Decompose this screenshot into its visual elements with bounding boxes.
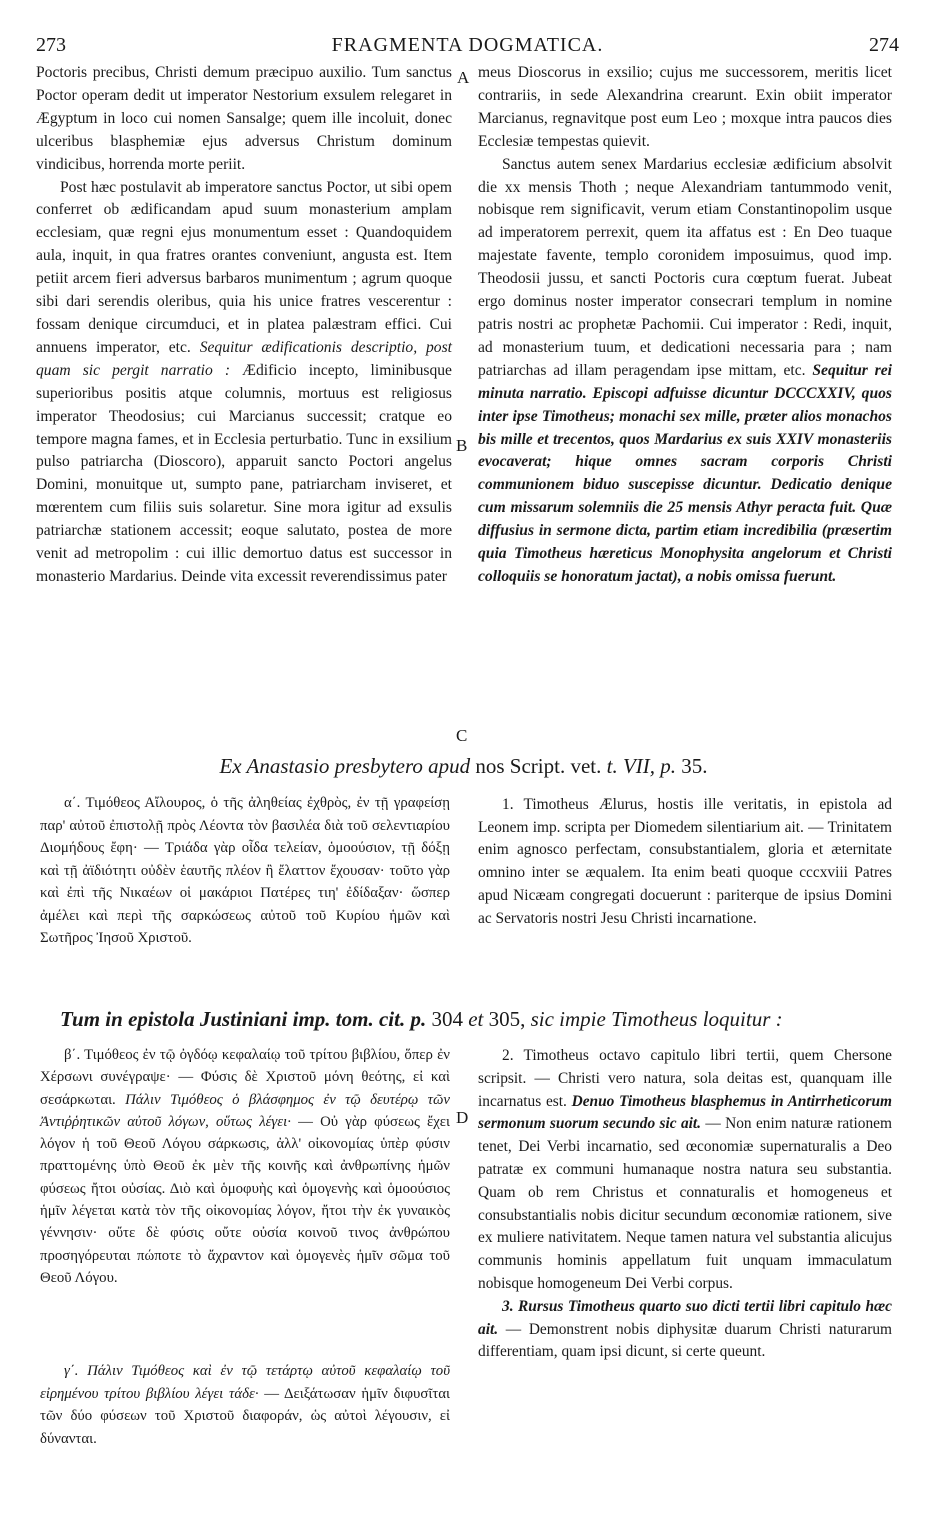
margin-marker-b: B (456, 436, 468, 455)
latin-fragment-2-b: — Non enim naturæ rationem tenet, Dei Verbi incarnatio, sed œconomiæ supernaturalis a Deo patratæ ex communi humanaque nostra natura seu substantia. Quam ob rem Christus et connaturalis et homogeneus et consubstantialis nobis dicitur secundum œconomiæ rationem, sive ex muliere nativitatem. Neque tamen natura vel substantia alicujus communis hominis appellatum fuit unquam immaculatum nobisque homogeneum Dei Verbi corpus. (478, 1115, 892, 1292)
margin-marker-d: D (456, 1108, 469, 1127)
left-paragraph-2-text-a: Post hæc postulavit ab imperatore sanctus Poctor, ut sibi opem conferret ob ædificandam apud suum monasterium amplam ecclesiam, quæ regni ejus monumentum esset : Quandoquidem aula, inquit, in qua fratres orantes conveniunt, angusta est. Item petiit arcem fieri adversus barbaros munimentum ; agrum quoque sibi dari serendis oleribus, quia his unice fratres vescerentur : fossam denique circumduci, et in platea palæstram effici. Cui annuens imperator, etc. (36, 178, 452, 356)
latin-fragment-2-a: 2. Timotheus octavo capitulo libri tertii, quem Chersone scripsit. — Christi vero natura, sola deitas est, quanquam ille incarnatus est. (478, 1047, 892, 1110)
latin-fragment-3-text (478, 1296, 892, 1364)
greek-fragment-2-italic: Πάλιν Τιμόθεος ὁ βλάσφημος ἐν τῷ δευτέρῳ τῶν Ἀντιῤῥητικῶν αὐτοῦ λόγων, οὕτως λέγει· (40, 1091, 450, 1130)
section1-title-italic2: t. VII, p. (606, 754, 677, 778)
greek-fragment-2-a: β΄. Τιμόθεος ἐν τῷ ὀγδόῳ κεφαλαίῳ τοῦ τρίτου βιβλίου, ὅπερ ἐν Χέρσωνι συνέγραψε· — Φύσις δὲ Χριστοῦ μόνη θεότης, εἰ καὶ σεσάρκωται. (40, 1047, 450, 1108)
greek-fragment-2-text (40, 1044, 450, 1289)
section1-title-roman2: 35. (676, 754, 708, 778)
latin-fragment-2 (478, 1045, 892, 1364)
right-paragraph-2 (478, 154, 892, 589)
greek-fragment-2-b: — Οὐ γὰρ φύσεως ἔχει λόγον ἡ τοῦ Θεοῦ Λόγου σάρκωσις, ἀλλ' οἰκονομίας ὑπὲρ φύσιν πραττομένης ὑπὸ Θεοῦ ἐκ μὲν τῆς κοινῆς καὶ ἀνθρωπίνης ἡμῶν φύσεως ἤτοι οὐσίας. Διὸ καὶ ὁμοφυὴς καὶ ὁμογενὴς καὶ ὁμοούσιος ἡμῖν λέγεται κατὰ τὸν τῆς οἰκονομίας λόγον, ἤτοι τὴν ἐκ γυναικὸς γέννησιν· οὔτε δὲ φύσις οὔτε οὐσία κοινοῦ τινος ἀνθρώπου προσηγόρευται πώποτε τὸ ἄχραντον καὶ ὁμογενὲς ἡμῖν σῶμα τοῦ Θεοῦ Λόγου. (40, 1113, 451, 1286)
latin-fragment-2-text (478, 1045, 892, 1296)
running-title: FRAGMENTA DOGMATICA. (331, 34, 604, 56)
page-number-left: 273 (36, 34, 66, 56)
left-column-top (36, 62, 452, 589)
section2-title-italic: Tum in epistola Justiniani imp. tom. cit. p. (60, 1007, 427, 1031)
right-column-top (478, 62, 892, 589)
margin-marker-c: C (456, 726, 468, 745)
latin-fragment-2-italic: Denuo Timotheus blasphemus in Antirrheticorum sermonum suorum secundo sic ait. (478, 1092, 892, 1133)
greek-fragment-1-text: α΄. Τιμόθεος Αἴλουρος, ὁ τῆς ἀληθείας ἐχθρὸς, ἐν τῇ γραφείσῃ παρ' αὐτοῦ ἐπιστολῇ πρὸς Λέοντα τὸν βασιλέα διὰ τοῦ σελεντιαρίου Διομήδους ἔφη· — Τριάδα γὰρ οἶδα τελείαν, ὁμοούσιον, τῇ δόξῃ καὶ τῇ ἀϊδιότητι οὐδὲν ἑαυτῆς πλέον ἢ ἔλαττον ἔχουσαν· τοῦτο γὰρ καὶ ἐπὶ τῆς Νικαέων οἱ μακάριοι Πατέρες τιη' ἐδίδαξαν· ὥσπερ ἀμέλει καὶ περὶ τῆς σαρκώσεως αὐτοῦ τοῦ Κυρίου ἡμῶν καὶ Σωτῆρος Ἰησοῦ Χριστοῦ. (40, 795, 450, 946)
greek-fragment-2 (40, 1044, 450, 1289)
left-paragraph-1: Poctoris precibus, Christi demum præcipuo auxilio. Tum sanctus Poctor operam dedit ut imperator Nestorium exsulem relegaret in Ægyptum in loco cui nomen Sansalge; quem ille incoluit, donec ulceribus blasphemiæ ejus adversus Christum dominum vindicibus, horrenda morte periit. (36, 64, 452, 173)
left-paragraph-2 (36, 177, 452, 589)
greek-fragment-3-text (40, 1360, 450, 1450)
greek-fragment-3-italic: γ΄. Πάλιν Τιμόθεος καὶ ἐν τῷ τετάρτῳ αὐτοῦ κεφαλαίῳ τοῦ εἰρημένου τρίτου βιβλίου λέγει τάδε· (40, 1363, 450, 1402)
right-paragraph-2-text: Sanctus autem senex Mardarius ecclesiæ ædificium absolvit die xx mensis Thoth ; neque Alexandriam tantummodo venit, nobisque rem significavit, verum etiam Constantinopolim usque ad imperatorem perrexit, quem ita affatus est : En Deo tuaque majestate favente, templo coronidem imposuimus, quod imp. Theodosii jussu, et sancti Poctoris cura cœptum fuerat. Jubeat ergo dominus noster imperator consecrari templum in nomine patris nostri ac prophetæ Pachomii. Cui imperator : Redi, inquit, ad monasterium tuum, et dedicationi necessaria para ; nam patriarchas ad illam peragendam ipse mittam, etc. (478, 155, 892, 379)
section2-title-italic3: sic impie Timotheus loquitur : (530, 1007, 783, 1031)
section2-title-italic2: et (468, 1007, 484, 1031)
right-paragraph-1: meus Dioscorus in exsilio; cujus me successorem, meritis licet contrariis, in sede Alexandrina crearunt. Exin obiit imperator Marcianus, regnavitque post eum Leo ; moxque intra paucos dies Ecclesiæ tempestas quievit. (478, 64, 892, 150)
margin-marker-a: A (457, 68, 470, 87)
greek-fragment-3 (40, 1360, 450, 1450)
section2-title-roman: 304 (426, 1007, 469, 1031)
right-paragraph-2-italic: Sequitur rei minuta narratio. Episcopi adfuisse dicuntur DCCCXXIV, quos inter ipse Timotheus; monachi sex mille, præter alios monachos bis mille et trecentos, quos Mardarius ex suis XXIV monasteriis evocaverat; hique omnes sacram corporis Christi communionem biduo suscepisse dicuntur. Dedicatio denique cum missarum solemniis die 25 mensis Athyr peracta fuit. Quæ diffusius in sermone dicta, partim etiam incredibilia (præsertim quia Timotheus hæreticus Monophysita angelorum et Christi colloquiis se honoratum jactat), a nobis omissa fuerunt. (478, 361, 892, 585)
latin-fragment-1 (478, 794, 892, 930)
latin-fragment-1-text: 1. Timotheus Ælurus, hostis ille veritatis, in epistola ad Leonem imp. scripta per Diomedem silentiarium ait. — Trinitatem enim agnosco perfectam, consubstantialem, gloria et æternitate omnino inter se æqualem. Ita enim beati quoque cccxviii Patres apud Nicæam congregati docuerunt : pariterque de ipsius Domini ac Servatoris nostri Jesu Christi incarnatione. (478, 796, 892, 927)
greek-fragment-1 (40, 792, 450, 950)
section2-title-roman2: 305, (483, 1007, 531, 1031)
section1-title-italic: Ex Anastasio presbytero apud (219, 754, 471, 778)
running-header (36, 34, 899, 58)
left-paragraph-2-italic: Sequitur ædificationis descriptio, post quam sic pergit narratio : (36, 338, 452, 379)
section-title-justinian (60, 1007, 897, 1032)
page-number-right: 274 (869, 34, 899, 56)
left-paragraph-2-text-b: Ædificio incepto, liminibusque superioribus positis atque columnis, mortuus est religiosus imperator Theodosius; cui Marcianus successit; cratque eo tempore magna fames, et in Ecclesia perturbatio. Tunc in exsilium pulso patriarcha (Dioscoro), apparuit sancto Poctori angelus Domini, monuitque ut, sumpto pane, patriarcham inviseret, et mœrentem cum filiis suis solaretur. Sine mora igitur ad exsulis patriarchæ stationem accessit; eoque salutato, postea de more venit ad metropolim : cui illic demortuo datus est successor in monasterio Mardarius. Deinde vita excessit reverendissimus pater (36, 361, 452, 585)
latin-fragment-3-italic: 3. Rursus Timotheus quarto suo dicti tertii libri capitulo hæc ait. (478, 1297, 892, 1338)
greek-fragment-3-b: — Δειξάτωσαν ἡμῖν διφυσῖται τῶν δύο φύσεων τοῦ Χριστοῦ διαφοράν, ὡς αὐτοὶ λέγουσιν, εἰ δύνανται. (40, 1385, 450, 1447)
latin-fragment-3-b: — Demonstrent nobis diphysitæ duarum Christi naturarum differentiam, quam ipsi dicunt, si certe queunt. (478, 1320, 892, 1361)
section-title-anastasius (30, 754, 897, 779)
section1-title-roman: nos Script. vet. (470, 754, 607, 778)
